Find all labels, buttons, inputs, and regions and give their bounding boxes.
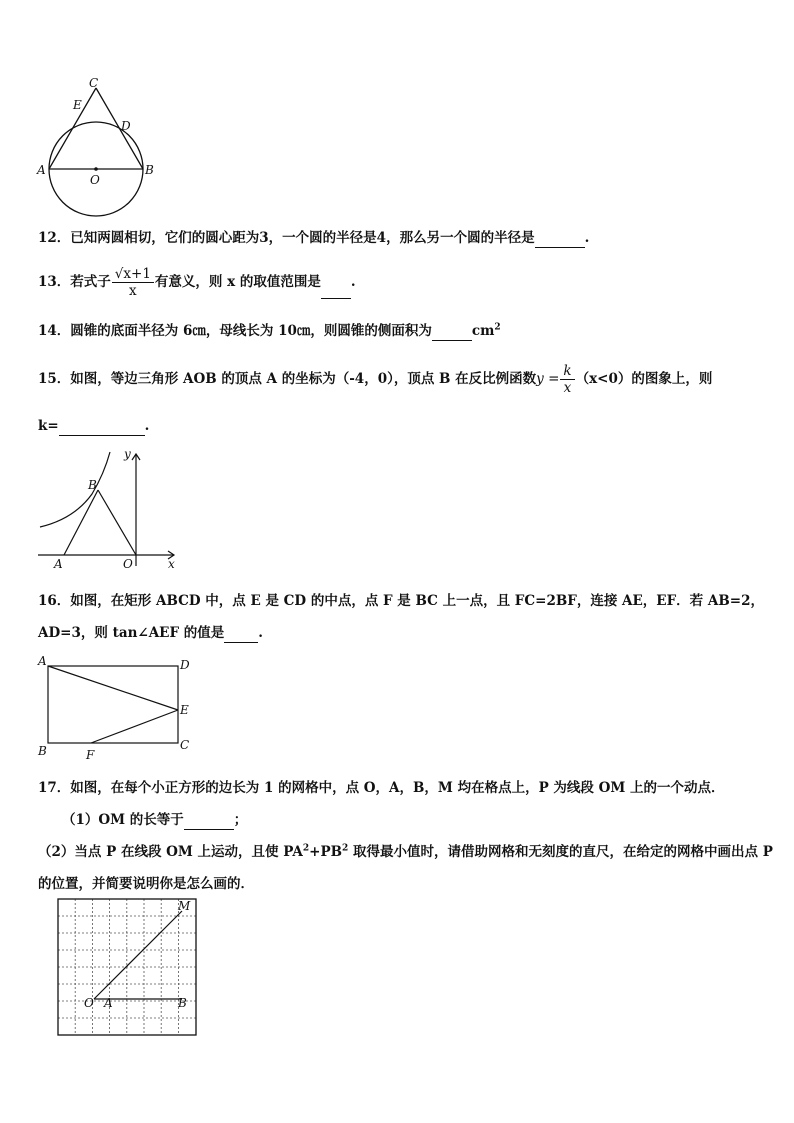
q17-blank	[184, 813, 234, 830]
q15-suffix: （x<0）的图象上，则	[575, 371, 713, 387]
q17-part1-tail: ；	[233, 812, 248, 828]
q13-blank	[321, 282, 351, 299]
question-13	[38, 266, 356, 299]
q17-part2-c: 取得最小值时，请借助网格和无刻度的直尺，在给定的网格中画出点 P	[348, 844, 773, 860]
q15-func-y: y =	[536, 371, 560, 387]
q12-blank	[535, 231, 585, 248]
question-15-line2	[38, 416, 149, 436]
question-16	[38, 591, 764, 611]
label-c: C	[180, 738, 190, 752]
hyperbola-figure	[34, 444, 184, 574]
q16-line1: 16．如图，在矩形 ABCD 中，点 E 是 CD 的中点，点 F 是 BC 上一点，且 FC=2BF，连接 AE，EF．若 AB=2，	[38, 593, 764, 609]
question-15	[38, 363, 712, 396]
label-m: M	[178, 899, 191, 913]
q13-prefix: 13．若式子	[38, 274, 111, 290]
label-b: B	[38, 744, 47, 758]
label-y: y	[124, 447, 131, 461]
label-a: A	[104, 996, 113, 1010]
q17-part2-a: （2）当点 P 在线段 OM 上运动，且使 PA	[38, 844, 303, 860]
q14-text: 14．圆锥的底面半径为 6㎝，母线长为 10㎝，则圆锥的侧面积为	[38, 323, 432, 339]
q17-part2-b: +PB	[309, 844, 343, 860]
label-e: E	[180, 703, 189, 717]
question-17	[38, 778, 725, 798]
side-bc	[96, 88, 143, 169]
rectangle-figure	[34, 652, 204, 764]
label-a: A	[38, 654, 47, 668]
label-e: E	[73, 98, 82, 112]
q15-numerator: k	[560, 363, 574, 380]
q12-tail: .	[584, 230, 590, 246]
q13-suffix: 有意义，则 x 的取值范围是	[154, 274, 321, 290]
q16-tail: .	[258, 625, 263, 641]
label-o: O	[84, 996, 94, 1010]
q16-blank	[224, 626, 258, 643]
label-a: A	[37, 163, 46, 177]
q14-unit-sup: 2	[494, 322, 501, 333]
q15-tail: .	[144, 418, 150, 434]
question-17-part2	[38, 842, 773, 862]
label-b: B	[178, 996, 187, 1010]
q17-part1: （1）OM 的长等于	[62, 812, 184, 828]
rectangle-abcd	[48, 666, 178, 743]
grid-figure	[50, 893, 200, 1038]
center-point	[94, 167, 98, 171]
label-f: F	[86, 748, 95, 762]
question-14	[38, 321, 501, 341]
q17-sup2: 2	[342, 843, 349, 854]
q15-denominator: x	[563, 380, 572, 396]
q13-numerator: √x+1	[112, 266, 154, 283]
segment-om	[94, 911, 182, 999]
label-o: O	[90, 173, 100, 187]
q14-unit: cm	[471, 323, 495, 339]
q16-line2: AD=3，则 tan∠AEF 的值是	[38, 625, 225, 641]
label-b: B	[145, 163, 154, 177]
q12-text: 12．已知两圆相切，它们的圆心距为3，一个圆的半径是4，那么另一个圆的半径是	[38, 230, 535, 246]
q13-denominator: x	[129, 283, 137, 299]
label-d: D	[180, 658, 190, 672]
label-x: x	[168, 557, 175, 571]
q15-prefix: 15．如图，等边三角形 AOB 的顶点 A 的坐标为（-4，0），顶点 B 在反比例函数	[38, 371, 537, 387]
hyperbola-curve	[40, 452, 110, 527]
segment-ef	[91, 710, 178, 743]
label-a: A	[54, 557, 63, 571]
q17-line1: 17．如图，在每个小正方形的边长为 1 的网格中，点 O，A，B，M 均在格点上，P 为线段 OM 上的一个动点．	[38, 780, 725, 796]
question-12	[38, 228, 589, 248]
grid-lines	[58, 899, 196, 1035]
question-17-part1	[62, 810, 247, 830]
q14-blank	[432, 324, 472, 341]
question-17-line3	[38, 874, 254, 894]
q15-blank	[59, 419, 145, 436]
q17-line3: 的位置，并简要说明你是怎么画的．	[38, 876, 254, 892]
question-16-line2	[38, 623, 263, 643]
side-ab	[64, 490, 98, 555]
q17-sup1: 2	[302, 843, 310, 854]
label-o: O	[123, 557, 133, 571]
circle-triangle-figure	[34, 76, 164, 222]
q15-fraction	[560, 363, 574, 396]
label-c: C	[89, 76, 99, 90]
segment-ae	[48, 666, 178, 710]
label-b: B	[88, 478, 97, 492]
q15-line2: k=	[38, 418, 59, 434]
side-bo	[98, 490, 136, 555]
label-d: D	[121, 119, 131, 133]
q13-tail: .	[350, 274, 356, 290]
q13-fraction	[112, 266, 154, 299]
